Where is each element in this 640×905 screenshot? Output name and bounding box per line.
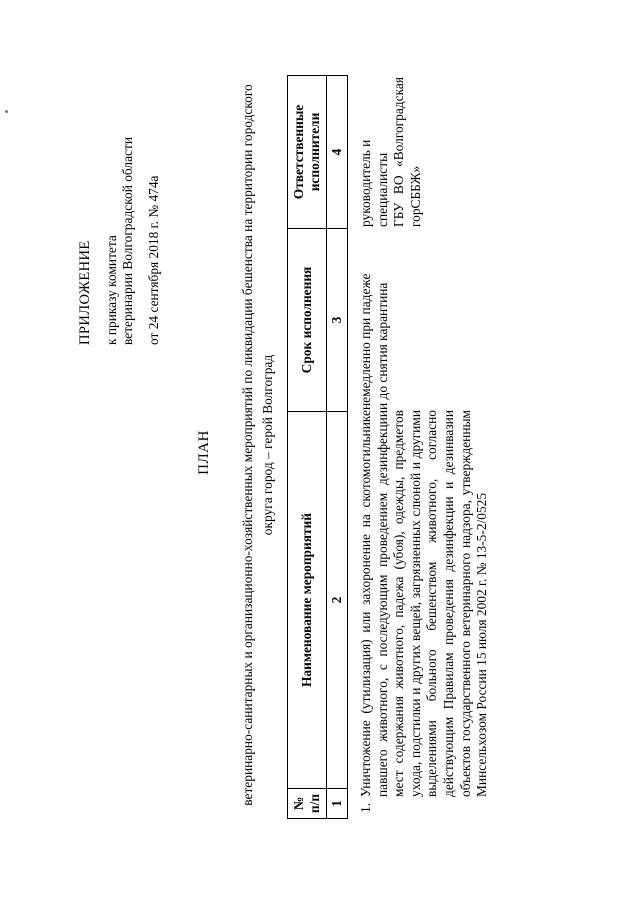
executor-region: ВО: [391, 175, 407, 195]
row-term-line-1: немедленно при падеже: [358, 273, 373, 410]
executor-org-type: ГБУ: [391, 202, 407, 227]
appendix-line-2: ветеринарии Волгоградской области: [120, 137, 135, 345]
row-executors-line-2: [391, 77, 408, 227]
col-number-2: 2: [327, 412, 348, 789]
executor-org-name: «Волгоградская: [391, 77, 407, 167]
plan-table: [287, 75, 348, 819]
scan-speck: [5, 110, 8, 113]
appendix-line-1: к приказу комитета: [104, 235, 119, 345]
appendix-title: ПРИЛОЖЕНИЕ: [77, 240, 93, 345]
row-term: [358, 252, 391, 410]
table-number-row: [327, 76, 348, 819]
plan-subtitle-line-2: округа город – герой Волгоград: [260, 354, 275, 536]
table-header-row: [288, 76, 327, 819]
row-executors-line-1: руководитель и специалисты: [358, 139, 390, 227]
header-term: Срок исполнения: [288, 229, 327, 412]
row-executors: [358, 77, 424, 227]
plan-subtitle-line-1: ветеринарно-санитарных и организационно-хозяйственных мероприятий по ликвидации бешенства на территории городского: [240, 84, 255, 806]
plan-subtitle: [238, 75, 278, 815]
row-number: 1.: [358, 802, 373, 813]
col-number-4: 4: [327, 76, 348, 229]
header-executors: Ответственные исполнители: [288, 76, 327, 229]
row-term-line-2: и до снятия карантина: [374, 282, 390, 410]
col-number-3: 3: [327, 229, 348, 412]
appendix-date-number: от 24 сентября 2018 г. № 474а: [146, 175, 161, 345]
row-measure-name: Уничтожение (утилизация) или захоронение на скотомогильнике павшего животного, с последующим проведением дезинфекции мест содержания животного, падежа (убоя), одежды, предметов ухода, подстилки и других вещей, загрязненных слюной и другими выделениями больного бешенством животного, согласно действующим Правилам проведения дезинфекции и дезинвазии объектов государственного ветеринарного надзора, утвержденным Минсельхозом России 15 июля 2002 г. № 13-5-2/0525: [358, 410, 490, 797]
plan-title: ПЛАН: [196, 430, 212, 475]
header-number: № п/п: [288, 789, 327, 819]
col-number-1: 1: [327, 789, 348, 819]
row-executors-line-3: горСББЖ»: [407, 165, 423, 227]
header-name: Наименование мероприятий: [288, 412, 327, 789]
